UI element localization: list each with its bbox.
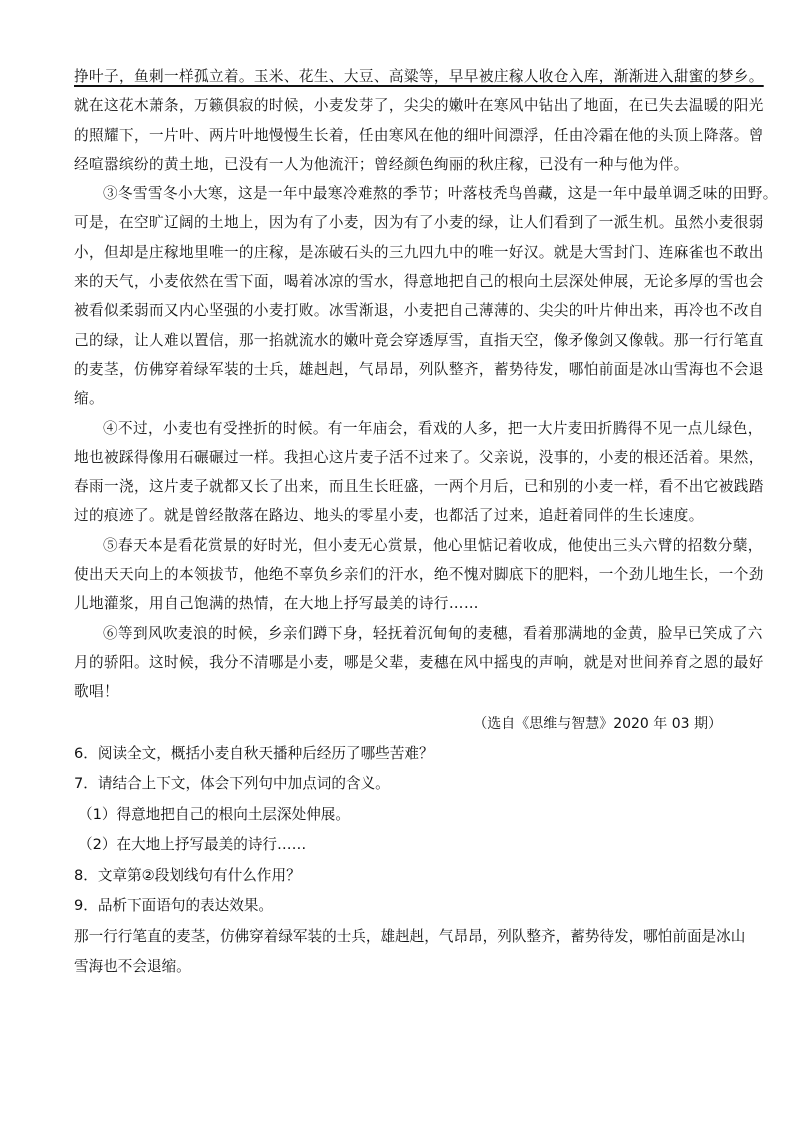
text-line: 儿地灌浆，用自己饱满的热情，在大地上抒写最美的诗行…… [74, 595, 479, 613]
text-line: ⑥等到风吹麦浪的时候，乡亲们蹲下身，轻抚着沉甸甸的麦穗，看着那满地的金黄，脸早已笑成了六 [103, 624, 763, 642]
text-line: 地也被踩得像用石碾碾过一样。我担心这片麦子活不过来了。父亲说，没事的，小麦的根还活着。果然， [74, 448, 764, 466]
question-8: 8．文章第②段划线句有什么作用？ [74, 866, 301, 884]
text-line: 歌唱！ [74, 683, 119, 701]
question-7: 7．请结合上下文，体会下列句中加点词的含义。 [74, 775, 390, 793]
text-line: 己的绿，让人难以置信，那一掐就流水的嫩叶竟会穿透厚雪，直指天空，像矛像剑又像戟。那一行行笔直 [74, 331, 764, 349]
text-line: 春雨一浇，这片麦子就都又长了出来，而且生长旺盛，一两个月后，已和别的小麦一样，看不出它被践踏 [74, 478, 764, 496]
paragraph-3 [74, 179, 778, 413]
text-line: 的麦茎，仿佛穿着绿军装的士兵，雄赳赳，气昂昂，列队整齐，蓄势待发，哪怕前面是冰山雪海也不会退 [74, 360, 764, 378]
underlined-sentence: 挣叶子，鱼刺一样孤立着。玉米、花生、大豆、高粱等，早早被庄稼人收仓入库，渐渐进入甜蜜的梦乡。 [74, 68, 764, 85]
text-line: ⑤春天本是看花赏景的好时光，但小麦无心赏景，他心里惦记着收成，他使出三头六臂的招数分蘖， [103, 536, 763, 554]
text-line: 的照耀下，一片叶、两片叶地慢慢生长着，任由寒风在他的细叶间漂浮，任由冷霜在他的头顶上降落。曾 [74, 126, 764, 144]
paragraph-6 [74, 619, 764, 707]
question-7-item-2: （2）在大地上抒写最美的诗行…… [78, 836, 307, 854]
question-9-quote-line: 那一行行笔直的麦茎，仿佛穿着绿军装的士兵，雄赳赳，气昂昂，列队整齐，蓄势待发，哪怕前面是冰山 [74, 927, 746, 945]
text-line: 过的痕迹了。就是曾经散落在路边、地头的零星小麦，也都活了过来，追赶着同伴的生长速度。 [74, 507, 704, 525]
paragraph-5 [74, 531, 764, 619]
source-citation: （选自《思维与智慧》2020 年 03 期） [473, 715, 722, 732]
paragraph-2-tail [74, 62, 764, 179]
text-line: ④不过，小麦也有受挫折的时候。有一年庙会，看戏的人多，把一大片麦田折腾得不见一点儿绿色， [103, 419, 763, 437]
text-line: 小，但却是庄稼地里唯一的庄稼，是冻破石头的三九四九中的唯一好汉。就是大雪封门、连麻雀也不敢出 [74, 243, 764, 261]
text-line: 月的骄阳。这时候，我分不清哪是小麦，哪是父辈，麦穗在风中摇曳的声响，就是对世间养育之恩的最好 [74, 653, 764, 671]
questions [74, 739, 746, 983]
text-line: 使出天天向上的本领拔节，他绝不辜负乡亲们的汗水，绝不愧对脚底下的肥料，一个劲儿地生长，一个劲 [74, 566, 764, 584]
question-9: 9．品析下面语句的表达效果。 [74, 897, 274, 915]
question-7-item-1: （1）得意地把自己的根向土层深处伸展。 [78, 805, 350, 823]
text-line: 被看似柔弱而又内心坚强的小麦打败。冰雪渐退，小麦把自己薄薄的、尖尖的叶片伸出来，再冷也不改自 [74, 302, 764, 320]
text-line: 缩。 [74, 390, 104, 408]
text-line: 可是，在空旷辽阔的土地上，因为有了小麦，因为有了小麦的绿，让人们看到了一派生机。虽然小麦很弱 [74, 214, 764, 232]
text-line: 来的天气，小麦依然在雪下面，喝着冰凉的雪水，得意地把自己的根向土层深处伸展，无论多厚的雪也会 [74, 273, 764, 291]
passage [74, 62, 778, 739]
paragraph-4 [74, 414, 764, 531]
exam-page [74, 62, 778, 983]
question-9-quote-line: 雪海也不会退缩。 [74, 958, 191, 976]
text-line: 经喧嚣缤纷的黄土地，已没有一人为他流汗；曾经颜色绚丽的秋庄稼，已没有一种与他为伴。 [74, 155, 689, 173]
question-6: 6．阅读全文，概括小麦自秋天播种后经历了哪些苦难？ [74, 744, 434, 762]
text-line: 就在这花木萧条，万籁俱寂的时候，小麦发芽了，尖尖的嫩叶在寒风中钻出了地面，在已失去温暖的阳光 [74, 97, 764, 115]
text-line: ③冬雪雪冬小大寒，这是一年中最寒冷难熬的季节；叶落枝秃鸟兽藏，这是一年中最单调乏味的田野。 [103, 185, 778, 203]
